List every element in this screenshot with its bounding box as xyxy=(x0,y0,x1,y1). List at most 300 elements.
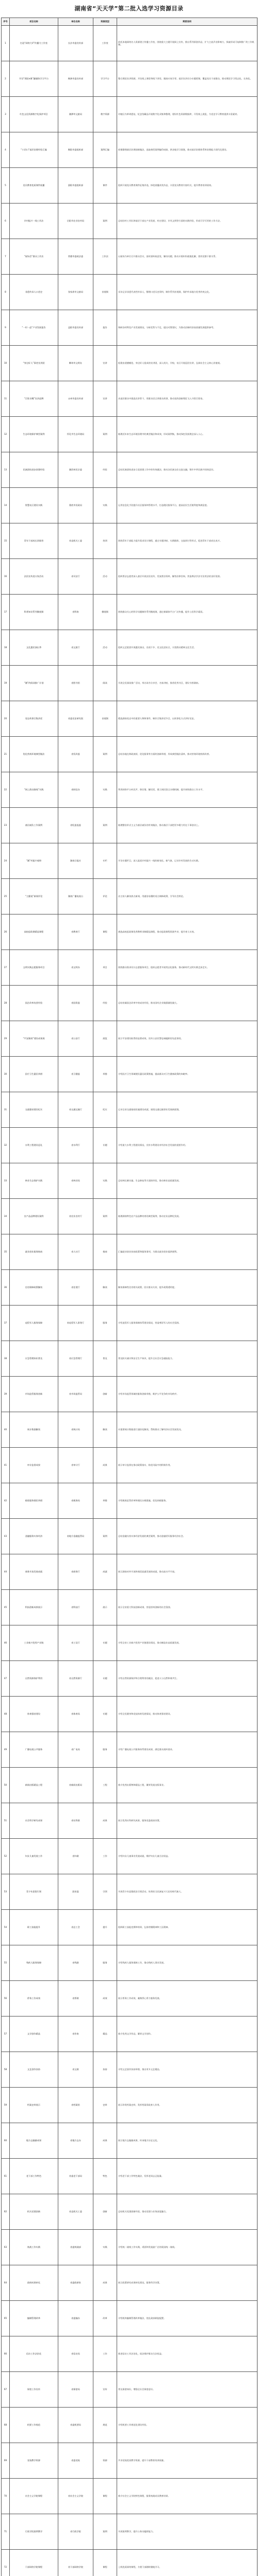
row-org-name: 省教育厅 xyxy=(58,914,93,950)
row-org-name: 省纪委监委 xyxy=(58,808,93,843)
table-row xyxy=(2,986,257,1021)
row-number: 19 xyxy=(2,666,10,701)
row-summary: 介绍统一战线工作实践，巩固和发展最广泛的爱国统一战线。 xyxy=(117,2230,257,2265)
row-project-name: “屋场会”群众工作法 xyxy=(10,239,58,275)
row-summary: 总结各地在简政放权、优化服务等方面的创新举措，形成典型做法清单，推动营商环境持续改善。 xyxy=(117,737,257,772)
row-summary: 推介优秀出版物和精品工程，繁荣发展出版事业。 xyxy=(117,1768,257,1803)
row-summary: 运用信息化手段提升社区服务和管理水平，打造便民服务平台，提高居民生活便利度和满意度。 xyxy=(117,488,257,523)
table-row xyxy=(2,1163,257,1199)
row-summary: 开展青少年思想政治引领活动，培养担当民族复兴大任的时代新人。 xyxy=(117,1874,257,1910)
row-type: 指南 xyxy=(93,1234,117,1270)
row-type: 活动 xyxy=(93,630,117,666)
table-row xyxy=(2,1661,257,1697)
table-row xyxy=(2,310,257,346)
row-org-name: 省住建厅 xyxy=(58,1270,93,1306)
row-org-name: 省侨联 xyxy=(58,1981,93,2016)
row-number: 67 xyxy=(2,2372,10,2408)
row-project-name: 科技创新成果展示 xyxy=(10,1590,58,1625)
row-number: 34 xyxy=(2,1199,10,1234)
row-number: 39 xyxy=(2,1377,10,1412)
row-type: 引领 xyxy=(93,1874,117,1910)
row-org-name: 省社科联 xyxy=(58,1803,93,1839)
row-type: 案例 xyxy=(93,1519,117,1554)
row-project-name: 行政学院案例教学 xyxy=(10,2514,58,2550)
row-type: 实践 xyxy=(93,488,117,523)
row-number: 14 xyxy=(2,488,10,523)
table-row xyxy=(2,1768,257,1803)
row-project-name: 社会主义学院课程 xyxy=(10,2479,58,2514)
row-summary: 由主持人解读热点新闻，用通俗易懂的语言阐释政策，引导社会舆论。 xyxy=(117,879,257,914)
row-type: 项目 xyxy=(93,950,117,986)
row-summary: 介绍机构编制管理改革做法，优化政府职能配置。 xyxy=(117,2301,257,2336)
row-summary: 依托本地网络名人资源建立传播工作室，围绕重大主题开展网上宣传，推出系列原创作品，扩大主流声音影响力，探索形成可复制推广的工作机制。 xyxy=(117,26,257,61)
row-project-name: 就业创业服务指南 xyxy=(10,1234,58,1270)
table-row xyxy=(2,2230,257,2265)
row-type: 改革 xyxy=(93,2301,117,2336)
row-number: 6 xyxy=(2,204,10,239)
row-project-name: 法治宣传进万家活动 xyxy=(10,559,58,595)
header-no: 序号 xyxy=(2,18,10,26)
row-org-name: 省统计局 xyxy=(58,1412,93,1448)
row-project-name: 信访工作法治化 xyxy=(10,2336,58,2372)
row-number: 11 xyxy=(2,381,10,417)
table-row xyxy=(2,1945,257,1981)
row-summary: 整合理论宣讲资源，开设线上课堂和线下讲堂，邀请专家学者、基层宣讲员分专题授课，覆盖党员干部群众，推动理论学习常态化、长效化。 xyxy=(117,61,257,97)
row-project-name: 林业生态保护实践 xyxy=(10,1163,58,1199)
row-summary: 普及防灾减灾和安全生产知识，提升全社会应急避险能力。 xyxy=(117,1341,257,1377)
row-org-name: 省商务厅 xyxy=(58,1554,93,1590)
row-project-name: “一村一品”产业发展报告 xyxy=(10,310,58,346)
row-project-name: 统计数据解读 xyxy=(10,1412,58,1448)
row-number: 42 xyxy=(2,1483,10,1519)
row-org-name: 省退役军人事务厅 xyxy=(58,1306,93,1341)
row-project-name: 基层减负工作案例 xyxy=(10,808,58,843)
table-row xyxy=(2,1839,257,1874)
row-project-name: 职工技能提升 xyxy=(10,1910,58,1945)
table-row xyxy=(2,61,257,97)
row-project-name: 机要工作规范 xyxy=(10,2408,58,2443)
row-summary: 精选湖南党史中的重要人物和事件，制作百集讲述节目，以故事化方式讲好党史。 xyxy=(117,701,257,737)
row-org-name: 省体育局 xyxy=(58,1697,93,1732)
row-project-name: “平安湖南”建设成果展 xyxy=(10,1021,58,1057)
table-row xyxy=(2,1128,257,1163)
table-row xyxy=(2,666,257,701)
row-project-name: 广播电视公共服务 xyxy=(10,1732,58,1768)
row-project-name: 地方志编纂成果 xyxy=(10,2123,58,2159)
row-type: 专栏 xyxy=(93,843,117,879)
row-number: 59 xyxy=(2,2088,10,2123)
row-summary: 梳理湖南特色农产品品牌培育的典型案例，推动农业品牌化发展。 xyxy=(117,1199,257,1234)
row-number: 1 xyxy=(2,26,10,61)
row-type: 工作 xyxy=(93,2336,117,2372)
row-number: 5 xyxy=(2,168,10,204)
table-row xyxy=(2,381,257,417)
row-number: 65 xyxy=(2,2301,10,2336)
row-summary: 以屋场为单位召开群众会议，面对面听取意见、解决问题，推动矛盾纠纷就地化解，密切党群干群关系。 xyxy=(117,239,257,275)
table-row xyxy=(2,2016,257,2052)
row-summary: 总结驻村工作队和基层干部在产业发展、村庄建设、乡风文明等方面的实践经验，形成可学可用的工作方法。 xyxy=(117,204,257,239)
row-org-name: 省委政研室 xyxy=(58,2265,93,2301)
row-summary: 总结省属国企改革中的成功经验，推动国有企业做强做优做大。 xyxy=(117,986,257,1021)
table-row xyxy=(2,2479,257,2514)
row-summary: 展示地方志编纂成果，传承地方历史文化。 xyxy=(117,2123,257,2159)
row-org-name: 省发改委 xyxy=(58,737,93,772)
row-project-name: 青少年思想引领 xyxy=(10,1874,58,1910)
row-summary: 开展案例教学，提升公务员履职能力。 xyxy=(117,2514,257,2550)
row-number: 52 xyxy=(2,1839,10,1874)
row-org-name: 省文旅厅 xyxy=(58,630,93,666)
table-row xyxy=(2,523,257,559)
row-summary: 组织开展党员教育课件征集评选，择优展播获奖作品，丰富党员教育内容形式，提升教育培训质效。 xyxy=(117,168,257,204)
row-project-name: 医疗卫生惠民举措 xyxy=(10,1057,58,1092)
table-row xyxy=(2,239,257,275)
row-type: 案例 xyxy=(93,808,117,843)
header-name: 项目名称 xyxy=(10,18,58,26)
row-summary: 汇编就业创业扶持政策和服务事项，为群众就业创业提供便利。 xyxy=(117,1234,257,1270)
row-number: 46 xyxy=(2,1625,10,1661)
row-number: 15 xyxy=(2,523,10,559)
row-number: 41 xyxy=(2,1448,10,1483)
row-summary: 总结金融支持实体经济发展的典型案例，推动金融更好服务经济社会。 xyxy=(117,1519,257,1554)
table-row xyxy=(2,1377,257,1412)
row-project-name: 党校教学资源 xyxy=(10,2443,58,2479)
row-project-name: 应急管理知识普及 xyxy=(10,1341,58,1377)
row-org-name: 怀化市生态环境局 xyxy=(58,417,93,452)
row-project-name: 妇女儿童发展工作 xyxy=(10,1839,58,1874)
row-org-name: 省直机关工委 xyxy=(58,523,93,559)
row-org-name: 省林业局 xyxy=(58,1163,93,1199)
row-type: 实践 xyxy=(93,772,117,808)
row-type: 音视频 xyxy=(93,701,117,737)
table-row xyxy=(2,1057,257,1092)
table-row xyxy=(2,701,257,737)
row-type: 学习平台 xyxy=(93,61,117,97)
row-org-name: 省农业农村厅 xyxy=(58,1199,93,1234)
row-number: 2 xyxy=(2,61,10,97)
row-org-name: 省作协 xyxy=(58,2016,93,2052)
row-number: 69 xyxy=(2,2443,10,2479)
row-number: 48 xyxy=(2,1697,10,1732)
row-number: 8 xyxy=(2,275,10,310)
row-org-name: 省科技厅 xyxy=(58,1590,93,1625)
row-number: 57 xyxy=(2,2016,10,2052)
row-org-name: 省交通运输厅 xyxy=(58,1092,93,1128)
row-project-name: 体育强省建设 xyxy=(10,1697,58,1732)
row-project-name: 党史故事百集讲述 xyxy=(10,701,58,737)
row-summary: 展示珍贵档案史料，发挥档案资政育人作用。 xyxy=(117,2088,257,2123)
row-type: 案例 xyxy=(93,204,117,239)
row-org-name: 省卫健委 xyxy=(58,1057,93,1092)
row-project-name: 水利工程建设巡礼 xyxy=(10,1128,58,1163)
row-number: 21 xyxy=(2,737,10,772)
row-summary: 开展全民阅读推广活动，举办读书分享会、名家讲座，推荐优秀书目，建设书香湖南。 xyxy=(117,666,257,701)
row-summary: 介绍医疗卫生领域便民惠民政策措施，提高群众对卫生健康政策的知晓率。 xyxy=(117,1057,257,1092)
row-org-name: 省委党史研究院 xyxy=(58,701,93,737)
row-type: 纪实 xyxy=(93,1092,117,1128)
row-project-name: 文化惠民演出季 xyxy=(10,630,58,666)
row-project-name: 农产品品牌建设案例 xyxy=(10,1199,58,1234)
row-type: 案例 xyxy=(93,1199,117,1234)
row-summary: 遴选高校思政课优秀教师录制精品课程，推动思政课程资源共享，提升育人实效。 xyxy=(117,914,257,950)
row-summary: 围绕群众关心的科学问题制作系列微视频，通过新媒体平台广泛传播，提升公民科学素质。 xyxy=(117,595,257,630)
table-row xyxy=(2,879,257,914)
table-row xyxy=(2,914,257,950)
row-number: 66 xyxy=(2,2336,10,2372)
row-number: 40 xyxy=(2,1412,10,1448)
row-org-name: 省地方志办 xyxy=(58,2123,93,2159)
row-project-name: 政研成果转化 xyxy=(10,2265,58,2301)
row-project-name: 社会科学研究成果 xyxy=(10,1803,58,1839)
row-number: 70 xyxy=(2,2479,10,2514)
row-type: 专题 xyxy=(93,1625,117,1661)
row-org-name: 省妇联 xyxy=(58,1839,93,1874)
row-project-name: 老干部工作特色 xyxy=(10,2159,58,2194)
row-type: 创新 xyxy=(93,2194,117,2230)
row-number: 45 xyxy=(2,1590,10,1625)
row-org-name: 省社会主义学院 xyxy=(58,2479,93,2514)
row-org-name: 邵阳市委组织部 xyxy=(58,168,93,204)
resource-table xyxy=(1,18,257,2576)
row-number: 30 xyxy=(2,1057,10,1092)
row-type: 普及 xyxy=(93,1341,117,1377)
row-project-name: “百姓名嘴”宣讲品牌 xyxy=(10,381,58,417)
row-summary: 上线优质网络课程，方便干部随时随地学习。 xyxy=(117,2550,257,2576)
table-row xyxy=(2,204,257,239)
table-row xyxy=(2,1910,257,1945)
row-summary: 记录全省交通基础设施建设成就，展现交通运输事业发展新面貌。 xyxy=(117,1092,257,1128)
row-type: 宣传 xyxy=(93,2372,117,2408)
row-org-name: 省广电局 xyxy=(58,1732,93,1768)
row-org-name: 永州市委宣传部 xyxy=(58,381,93,417)
row-org-name: 湘潭市文旅局 xyxy=(58,97,93,132)
row-project-name: 智慧社区建设实践 xyxy=(10,488,58,523)
row-type: 案例汇编 xyxy=(93,132,117,168)
row-project-name: 开设“理论e课”融媒体学习平台 xyxy=(10,61,58,97)
row-summary: 组织文艺院团开展惠民演出，送戏下乡、送文化进社区，丰富群众精神文化生活。 xyxy=(117,630,257,666)
row-number: 28 xyxy=(2,986,10,1021)
row-project-name: 税收服务便民举措 xyxy=(10,1483,58,1519)
row-summary: 展示政策研究成果转化情况，服务科学决策。 xyxy=(117,2265,257,2301)
row-project-name: 金融服务实体经济 xyxy=(10,1519,58,1554)
document-title: 湖南省“天天学”第二批入选学习资源目录 xyxy=(74,5,184,12)
row-number: 13 xyxy=(2,452,10,488)
row-type: 报告 xyxy=(93,310,117,346)
table-row xyxy=(2,417,257,452)
row-summary: 组织普法志愿者深入基层开展法治宣传，发放普法资料，解答法律咨询，营造尊法学法守法用法的良好氛围。 xyxy=(117,559,257,595)
row-org-name: 湖南广播电视台 xyxy=(58,879,93,914)
table-row xyxy=(2,2123,257,2159)
row-summary: 推介优秀文学作品，繁荣文学创作。 xyxy=(117,2016,257,2052)
row-project-name: 住房保障政策解读 xyxy=(10,1270,58,1306)
table-header-row xyxy=(2,18,257,26)
row-type: 工作室 xyxy=(93,26,117,61)
table-row xyxy=(2,132,257,168)
row-org-name: 省审计厅 xyxy=(58,1448,93,1483)
table-row xyxy=(2,26,257,61)
row-number: 23 xyxy=(2,808,10,843)
row-org-name: 团省委 xyxy=(58,1874,93,1910)
row-org-name: 省信访局 xyxy=(58,2336,93,2372)
row-number: 47 xyxy=(2,1661,10,1697)
table-row xyxy=(2,1199,257,1234)
row-project-name: 自然资源保护利用 xyxy=(10,1661,58,1697)
row-number: 9 xyxy=(2,310,10,346)
row-org-name: 常德市委政法委 xyxy=(58,239,93,275)
table-row xyxy=(2,1341,257,1377)
row-type: 服务 xyxy=(93,1945,117,1981)
row-number: 33 xyxy=(2,1163,10,1199)
row-number: 22 xyxy=(2,772,10,808)
row-org-name: 省干部网络学院 xyxy=(58,2550,93,2576)
row-org-name: 省委统战部 xyxy=(58,2230,93,2265)
row-org-name: 省工信厅 xyxy=(58,1625,93,1661)
table-row xyxy=(2,2265,257,2301)
row-number: 56 xyxy=(2,1981,10,2016)
table-row xyxy=(2,488,257,523)
row-type: 音视频 xyxy=(93,275,117,310)
table-row xyxy=(2,1803,257,1839)
row-summary: 从基层群众中挑选宣讲骨干，用群众语言讲群众故事，推动党的创新理论飞入寻常百姓家。 xyxy=(117,381,257,417)
row-number: 26 xyxy=(2,914,10,950)
row-type: 阅读 xyxy=(93,666,117,701)
row-number: 64 xyxy=(2,2265,10,2301)
row-number: 29 xyxy=(2,1021,10,1057)
row-org-name: 省公安厅 xyxy=(58,1021,93,1057)
row-number: 51 xyxy=(2,1803,10,1839)
row-number: 25 xyxy=(2,879,10,914)
row-type: 特色 xyxy=(93,2159,117,2194)
row-type: 史料 xyxy=(93,2088,117,2123)
row-summary: 对重要统计数据进行通俗化解读，帮助群众了解经济社会发展状况。 xyxy=(117,1412,257,1448)
row-org-name: 娄底市民政局 xyxy=(58,488,93,523)
row-summary: 推进信访工作法治化，依法维护群众合法权益。 xyxy=(117,2336,257,2372)
row-number: 68 xyxy=(2,2408,10,2443)
row-type: 案例 xyxy=(93,417,117,452)
row-type: 宣讲 xyxy=(93,346,117,381)
row-project-name: 机关党建创新 xyxy=(10,2194,58,2230)
row-project-name: 高校思政课精品课程 xyxy=(10,914,58,950)
row-project-name: 生态环境保护典型案例 xyxy=(10,417,58,452)
row-org-name: 省委党校 xyxy=(58,2443,93,2479)
row-org-name: 郴州市文明办 xyxy=(58,346,93,381)
row-org-name: 省委机要局 xyxy=(58,2408,93,2443)
row-summary: 共享党校优质教学资源，提升干部教育培训质量。 xyxy=(117,2443,257,2479)
row-number: 37 xyxy=(2,1306,10,1341)
row-project-name: 统战工作实践 xyxy=(10,2230,58,2265)
row-project-name: 档案史料展示 xyxy=(10,2088,58,2123)
row-summary: 解读保障性住房相关政策，回应群众关切，提升政策透明度。 xyxy=(117,1270,257,1306)
row-summary: 介绍广播电视公共服务体系建设成果，满足群众视听需求。 xyxy=(117,1732,257,1768)
table-row xyxy=(2,1092,257,1128)
row-number: 62 xyxy=(2,2194,10,2230)
table-row xyxy=(2,2301,257,2336)
row-type: 专题 xyxy=(93,1697,117,1732)
row-org-name: 省司法厅 xyxy=(58,559,93,595)
row-project-name: 保密工作宣传 xyxy=(10,2372,58,2408)
row-number: 27 xyxy=(2,950,10,986)
row-org-name: 省自然资源厅 xyxy=(58,1661,93,1697)
row-org-name: 省图书馆 xyxy=(58,666,93,701)
table-row xyxy=(2,1590,257,1625)
row-summary: 介绍退役军人服务保障体系建设情况，营造尊崇军人的社会氛围。 xyxy=(117,1306,257,1341)
row-type: 解读 xyxy=(93,1270,117,1306)
row-project-name: 国企改革攻坚经验 xyxy=(10,986,58,1021)
row-number: 16 xyxy=(2,559,10,595)
row-summary: 总结林长制实施、生态修复等方面的经验，推动林业高质量发展。 xyxy=(117,1163,257,1199)
row-summary: 梳理整治形式主义为基层减负的有效做法，推动基层干部把更多精力用在干事创业上。 xyxy=(117,808,257,843)
row-type: 专题 xyxy=(93,1128,117,1163)
row-summary: 介绍残疾人服务保障工作，推动残疾人事业发展。 xyxy=(117,1945,257,1981)
table-row xyxy=(2,1448,257,1483)
row-org-name: 省市场监管局 xyxy=(58,1377,93,1412)
row-number: 20 xyxy=(2,701,10,737)
row-type: 扶持 xyxy=(93,2052,117,2088)
row-org-name: 省网信办 xyxy=(58,772,93,808)
row-number: 43 xyxy=(2,1519,10,1554)
row-type: 数字资源 xyxy=(93,97,117,132)
row-type: 成就 xyxy=(93,1554,117,1590)
row-org-name: 长沙市委宣传部 xyxy=(58,26,93,61)
row-project-name: 红色文化资源数字化保护项目 xyxy=(10,97,58,132)
table-row xyxy=(2,737,257,772)
table-row xyxy=(2,843,257,879)
row-summary: 围绕青年干部能力提升需求设计课程，通过专题讲座、实践锻炼、交流研讨等形式，促进青年干部成长成才。 xyxy=(117,523,257,559)
row-number: 72 xyxy=(2,2550,10,2576)
row-summary: 采访记录非遗代表性传承人，整理口述历史资料，制作系列音视频，保护传承地方优秀传统文化。 xyxy=(117,275,257,310)
header-type: 资源类型 xyxy=(93,18,117,26)
row-type: 服务 xyxy=(93,1732,117,1768)
row-type: 经验 xyxy=(93,986,117,1021)
row-project-name: 审计监督成果 xyxy=(10,1448,58,1483)
row-project-name: 残疾人服务保障 xyxy=(10,1945,58,1981)
row-project-name: “湘”村振兴观察 xyxy=(10,843,58,879)
row-org-name: 省应急管理厅 xyxy=(58,1341,93,1377)
row-number: 44 xyxy=(2,1554,10,1590)
row-project-name: 退役军人服务保障 xyxy=(10,1306,58,1341)
table-row xyxy=(2,97,257,132)
row-type: 精品 xyxy=(93,2016,117,2052)
row-number: 36 xyxy=(2,1270,10,1306)
row-project-name: “身边好人”事迹宣讲团 xyxy=(10,346,58,381)
row-summary: 展示全省重大科技创新成果，营造崇尚创新的社会氛围。 xyxy=(117,1590,257,1625)
table-row xyxy=(2,630,257,666)
table-row xyxy=(2,2052,257,2088)
row-summary: 介绍全民健身和竞技体育发展情况，推动体育强省建设。 xyxy=(117,1697,257,1732)
table-row xyxy=(2,595,257,630)
row-number: 55 xyxy=(2,1945,10,1981)
table-row xyxy=(2,1483,257,1519)
row-project-name: 干部网络学院课程 xyxy=(10,2550,58,2576)
table-row xyxy=(2,1270,257,1306)
row-summary: 组建由道德模范、身边好人组成的宣讲团，深入机关、学校、社区开展巡回宣讲，弘扬社会主义核心价值观。 xyxy=(117,346,257,381)
row-number: 31 xyxy=(2,1092,10,1128)
row-summary: 介绍市场监管领域的服务创新举措，维护公平竞争的市场秩序。 xyxy=(117,1377,257,1412)
row-summary: 介绍文艺创作扶持举措，推出更多文艺精品。 xyxy=(117,2052,257,2088)
table-row xyxy=(2,168,257,204)
row-summary: 梳理近年来生态环境治理中的典型做法和成效，形成案例集，推动绿色发展理念深入人心。 xyxy=(117,417,257,452)
row-project-name: 文明实践志愿服务项目 xyxy=(10,950,58,986)
row-type: 案例 xyxy=(93,737,117,772)
table-row xyxy=(2,808,257,843)
row-summary: 总结机关党建创新经验，推动党建与业务深度融合。 xyxy=(117,2194,257,2230)
row-org-name: 省科协 xyxy=(58,595,93,630)
row-summary: 普及保密知识，增强全社会保密意识。 xyxy=(117,2372,257,2408)
table-row xyxy=(2,2408,257,2443)
row-project-name: 文艺创作扶持 xyxy=(10,2052,58,2088)
row-org-name: 省人社厅 xyxy=(58,1234,93,1270)
row-org-name: 省文联 xyxy=(58,2052,93,2088)
row-summary: 展示平安建设取得的显著成效，宣传公安民警忠诚履职的先进事迹。 xyxy=(117,1021,257,1057)
